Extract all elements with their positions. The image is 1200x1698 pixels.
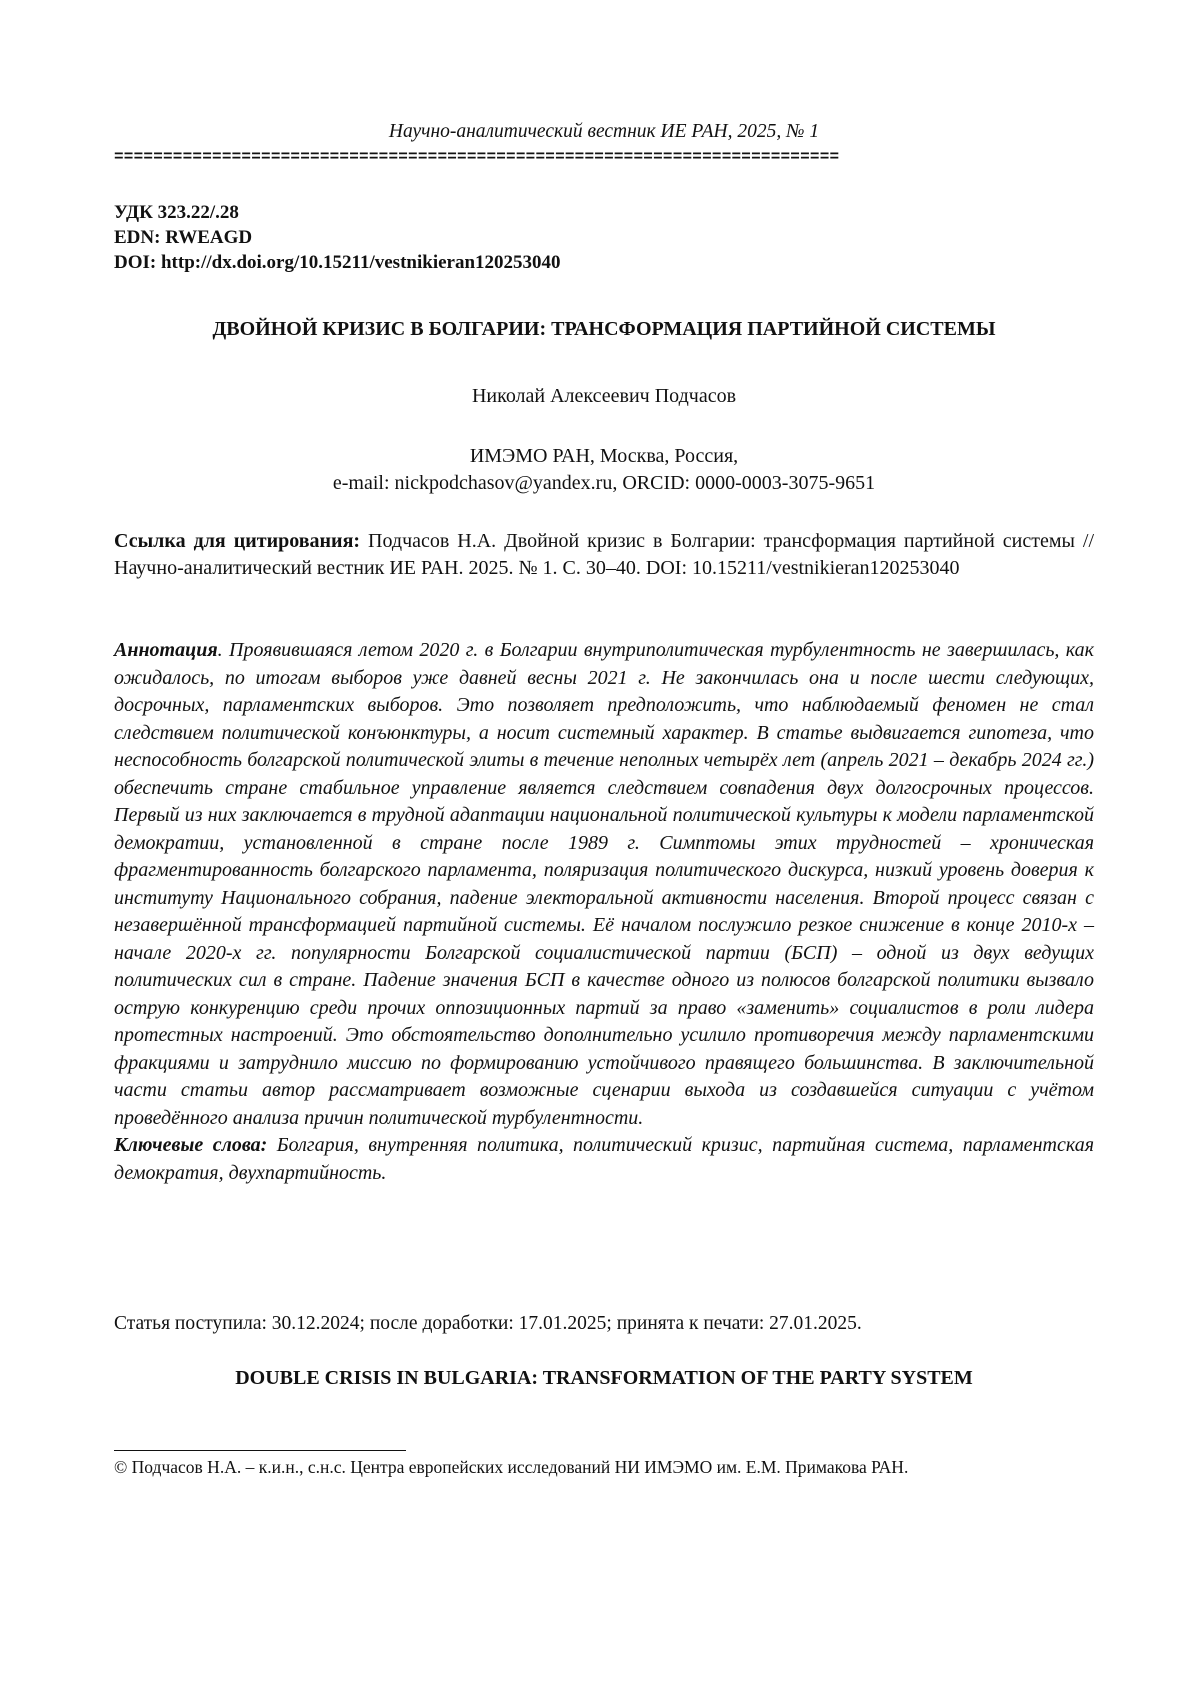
abstract-block	[114, 637, 1094, 1187]
abstract-paragraph	[114, 637, 1094, 1132]
citation-block	[114, 528, 1094, 581]
header-rule: ==========================================================================	[114, 148, 840, 166]
footnote-divider	[114, 1450, 406, 1451]
article-title-en: DOUBLE CRISIS IN BULGARIA: TRANSFORMATION OF THE PARTY SYSTEM	[235, 1367, 973, 1389]
udk-code: УДК 323.22/.28	[114, 202, 239, 223]
contact-line: e-mail: nickpodchasov@yandex.ru, ORCID: 0000-0003-3075-9651	[332, 472, 876, 494]
affiliation-line: ИМЭМО РАН, Москва, Россия,	[469, 445, 739, 467]
abstract-label: Аннотация	[114, 639, 218, 661]
running-head: Научно-аналитический вестник ИЕ РАН, 2025, № 1	[388, 121, 820, 142]
author-name: Николай Алексеевич Подчасов	[471, 385, 737, 407]
footnote: © Подчасов Н.А. – к.и.н., с.н.с. Центра европейских исследований НИ ИМЭМО им. Е.М. Примакова РАН.	[114, 1457, 909, 1477]
author-affiliation	[114, 443, 1094, 497]
article-dates: Статья поступила: 30.12.2024; после доработки: 17.01.2025; принята к печати: 27.01.2025.	[114, 1313, 862, 1334]
doi-link[interactable]: DOI: http://dx.doi.org/10.15211/vestnikieran120253040	[114, 252, 561, 273]
abstract-text: . Проявившаяся летом 2020 г. в Болгарии внутриполитическая турбулентность не завершилась, как ожидалось, по итогам выборов уже давней весны 2021 г. Не закончилась она и после шести следующих, досрочных, парламентских выборов. Это позволяет предположить, что наблюдаемый феномен не стал следствием политической конъюнктуры, а носит системный характер. В статье выдвигается гипотеза, что неспособность болгарской политической элиты в течение неполных четырёх лет (апрель 2021 – декабрь 2024 гг.) обеспечить стране стабильное управление является следствием совпадения двух долгосрочных процессов. Первый из них заключается в трудной адаптации национальной политической культуры к модели парламентской демократии, установленной в стране после 1989 г. Симптомы этих трудностей – хроническая фрагментированность болгарского парламента, поляризация политического дискурса, низкий уровень доверия к институту Национального собрания, падение электоральной активности населения. Второй процесс связан с незавершённой трансформацией партийной системы. Её началом послужило резкое снижение в конце 2010-х – начале 2020-х гг. популярности Болгарской социалистической партии (БСП) – одной из двух ведущих политических сил в стране. Падение значения БСП в качестве одного из полюсов болгарской политики вызвало острую конкуренцию среди прочих оппозиционных партий за право «заменить» социалистов в роли лидера протестных настроений. Это обстоятельство дополнительно усилило противоречия между парламентскими фракциями и затруднило миссию по формированию устойчивого правящего большинства. В заключительной части статьи автор рассматривает возможные сценарии выхода из создавшейся ситуации с учётом проведённого анализа причин политической турбулентности.	[114, 639, 1094, 1129]
article-title-ru: ДВОЙНОЙ КРИЗИС В БОЛГАРИИ: ТРАНСФОРМАЦИЯ ПАРТИЙНОЙ СИСТЕМЫ	[212, 318, 996, 340]
citation-label: Ссылка для цитирования:	[114, 530, 361, 552]
citation-text: Подчасов Н.А. Двойной кризис в Болгарии: трансформация партийной системы // Научно-аналитический вестник ИЕ РАН. 2025. № 1. С. 30–40. DOI: 10.15211/vestnikieran120253040	[114, 530, 1094, 579]
edn-code: EDN: RWEAGD	[114, 227, 253, 248]
keywords-label: Ключевые слова:	[114, 1134, 268, 1156]
keywords-text: Болгария, внутренняя политика, политический кризис, партийная система, парламентская демократия, двухпартийность.	[114, 1134, 1094, 1184]
article-identifiers	[114, 200, 561, 275]
keywords-paragraph	[114, 1132, 1094, 1187]
